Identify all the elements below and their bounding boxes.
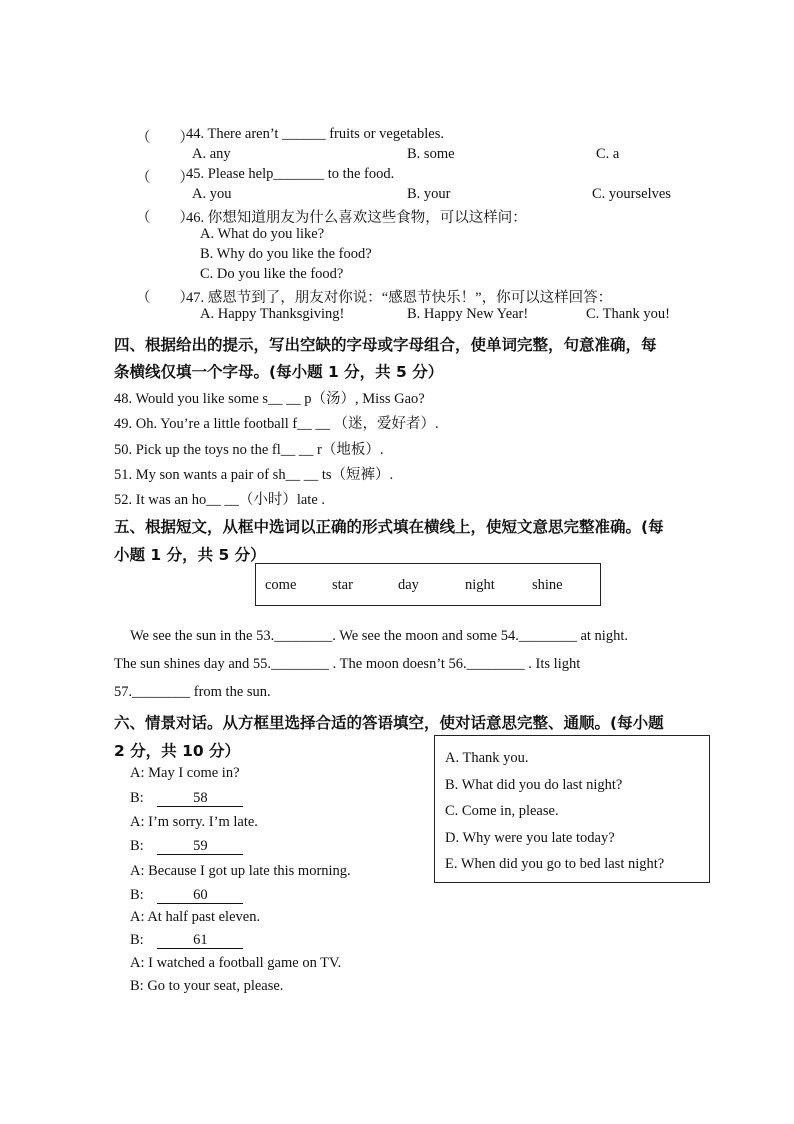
speaker-label: B:: [130, 932, 144, 948]
option-46-c: C. Do you like the food?: [200, 266, 344, 282]
option-45-b: B. your: [407, 186, 451, 202]
word-bank-word: day: [398, 577, 419, 593]
choice-e: E. When did you go to bed last night?: [445, 856, 665, 872]
choice-c: C. Come in, please.: [445, 803, 559, 819]
dialogue-text: Go to your seat, please.: [147, 978, 284, 994]
answer-paren-44[interactable]: （ ）: [136, 130, 194, 146]
dialogue-line: [130, 790, 243, 807]
section-6-title-line2: 2 分，共 10 分）: [114, 742, 241, 760]
section-6-title-line1: 六、情景对话。从方框里选择合适的答语填空，使对话意思完整、通顺。(每小题: [114, 714, 664, 732]
answer-blank-60[interactable]: 60: [157, 888, 243, 904]
dialogue-line: [130, 765, 240, 782]
question-51: 51. My son wants a pair of sh__ __ ts（短裤）.: [114, 467, 394, 483]
speaker-label: B:: [130, 838, 144, 854]
dialogue-line: [130, 887, 243, 904]
dialogue-text: At half past eleven.: [147, 909, 261, 925]
dialogue-text: I’m sorry. I’m late.: [148, 814, 258, 830]
dialogue-line: [130, 955, 341, 972]
option-44-a: A. any: [192, 146, 231, 162]
speaker-label: A:: [130, 765, 145, 781]
dialogue-line: [130, 932, 243, 949]
choice-d: D. Why were you late today?: [445, 830, 615, 846]
dialogue-line: [130, 909, 260, 926]
answer-paren-47[interactable]: （ ）: [136, 290, 194, 306]
section-4-title-line2: 条横线仅填一个字母。(每小题 1 分，共 5 分）: [114, 363, 444, 381]
dialogue-text: I watched a football game on TV.: [148, 955, 342, 971]
speaker-label: A:: [130, 909, 145, 925]
speaker-label: B:: [130, 887, 144, 903]
question-46-stem: 46. 你想知道朋友为什么喜欢这些食物，可以这样问：: [186, 210, 527, 226]
speaker-label: B:: [130, 790, 144, 806]
question-44-stem: 44. There aren’t ______ fruits or vegetables.: [186, 126, 444, 142]
option-47-a: A. Happy Thanksgiving!: [200, 306, 345, 322]
dialogue-text: May I come in?: [148, 765, 240, 781]
word-bank-box: [255, 563, 601, 606]
question-52: 52. It was an ho__ __（小时）late .: [114, 492, 326, 508]
question-48: 48. Would you like some s__ __ p（汤）, Miss Gao?: [114, 391, 425, 407]
word-bank-word: come: [265, 577, 297, 593]
answer-blank-58[interactable]: 58: [157, 791, 243, 807]
answer-choices-box: [434, 735, 710, 883]
passage-line-2: The sun shines day and 55.________ . The moon doesn’t 56.________ . Its light: [114, 656, 581, 672]
section-5-title-line1: 五、根据短文，从框中选词以正确的形式填在横线上，使短文意思完整准确。(每: [114, 518, 664, 536]
speaker-label: A:: [130, 863, 145, 879]
dialogue-line: [130, 863, 351, 880]
question-49: 49. Oh. You’re a little football f__ __ （迷，爱好者）.: [114, 416, 439, 432]
option-44-c: C. a: [596, 146, 620, 162]
dialogue-line: [130, 978, 283, 995]
question-45-stem: 45. Please help_______ to the food.: [186, 166, 395, 182]
choice-a: A. Thank you.: [445, 750, 529, 766]
choice-b: B. What did you do last night?: [445, 777, 623, 793]
answer-blank-59[interactable]: 59: [157, 839, 243, 855]
option-47-b: B. Happy New Year!: [407, 306, 529, 322]
speaker-label: A:: [130, 814, 145, 830]
section-4-title-line1: 四、根据给出的提示，写出空缺的字母或字母组合，使单词完整，句意准确，每: [114, 336, 657, 354]
speaker-label: B:: [130, 978, 144, 994]
option-47-c: C. Thank you!: [586, 306, 670, 322]
option-45-c: C. yourselves: [592, 186, 671, 202]
answer-paren-45[interactable]: （ ）: [136, 170, 194, 186]
passage-line-1: We see the sun in the 53.________. We see the moon and some 54.________ at night.: [130, 628, 628, 644]
option-46-a: A. What do you like?: [200, 226, 325, 242]
word-bank-word: shine: [532, 577, 563, 593]
speaker-label: A:: [130, 955, 145, 971]
word-bank-word: star: [332, 577, 353, 593]
option-46-b: B. Why do you like the food?: [200, 246, 372, 262]
option-44-b: B. some: [407, 146, 455, 162]
section-5-title-line2: 小题 1 分，共 5 分）: [114, 546, 266, 564]
answer-paren-46[interactable]: （ ）: [136, 210, 194, 226]
answer-blank-61[interactable]: 61: [157, 933, 243, 949]
dialogue-text: Because I got up late this morning.: [148, 863, 351, 879]
dialogue-line: [130, 838, 243, 855]
dialogue-line: [130, 814, 258, 831]
question-47-stem: 47. 感恩节到了，朋友对你说：“感恩节快乐！”，你可以这样回答：: [186, 290, 613, 306]
passage-line-3: 57.________ from the sun.: [114, 684, 271, 700]
question-50: 50. Pick up the toys no the fl__ __ r（地板）.: [114, 442, 384, 458]
word-bank-word: night: [465, 577, 495, 593]
option-45-a: A. you: [192, 186, 232, 202]
